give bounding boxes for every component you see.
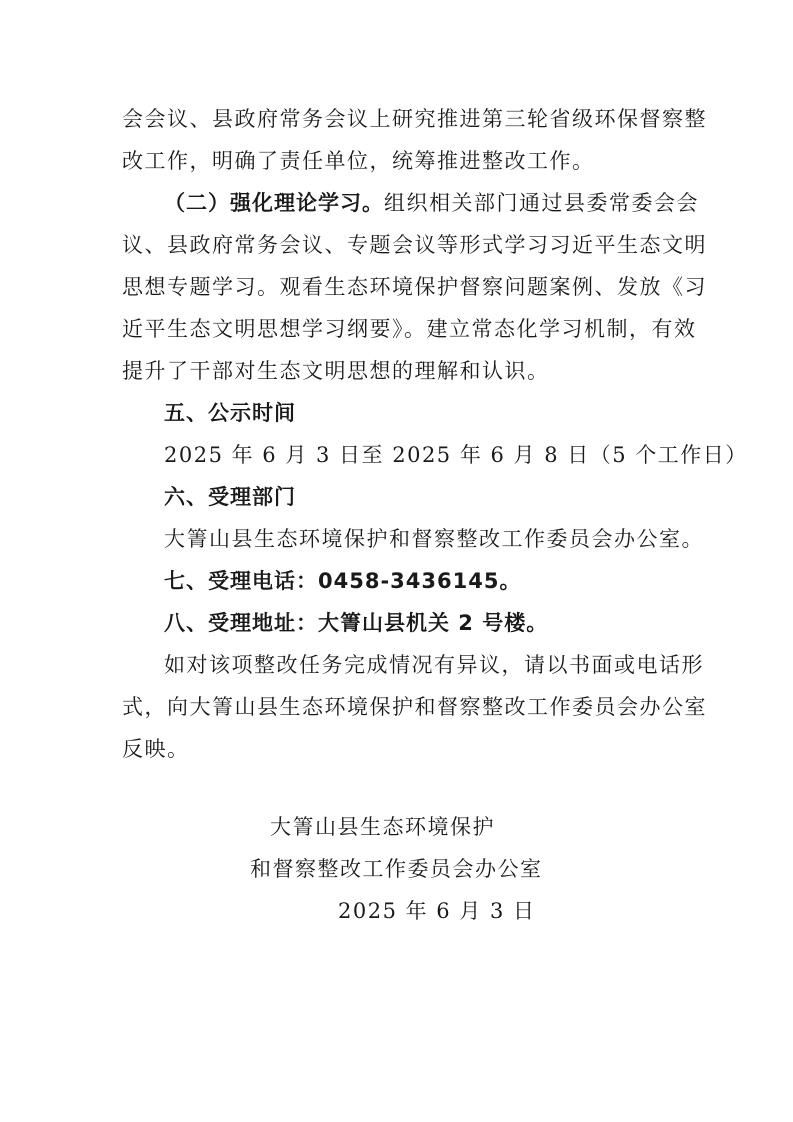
notice-line: 反映。 xyxy=(122,737,190,761)
signature-date: 2025 年 6 月 3 日 xyxy=(338,899,536,923)
section-heading-phone: 七、受理电话：0458-3436145。 xyxy=(164,569,522,593)
paragraph-line xyxy=(164,188,699,218)
paragraph-line: 提升了干部对生态文明思想的理解和认识。 xyxy=(122,359,550,383)
subsection-heading: （二）强化理论学习。 xyxy=(164,191,384,215)
paragraph-line: 思想专题学习。观看生态环境保护督察问题案例、发放《习 xyxy=(122,275,707,299)
notice-line: 如对该项整改任务完成情况有异议，请以书面或电话形 xyxy=(164,653,704,677)
paragraph-line: 近平生态文明思想学习纲要》。建立常态化学习机制，有效 xyxy=(122,317,697,341)
signature-org-line1: 大箐山县生态环境保护 xyxy=(270,815,495,839)
section-heading-time: 五、公示时间 xyxy=(164,401,296,425)
section-heading-address: 八、受理地址：大箐山县机关 2 号楼。 xyxy=(164,611,549,635)
paragraph-line: 会会议、县政府常务会议上研究推进第三轮省级环保督察整 xyxy=(122,107,707,131)
notice-line: 式，向大箐山县生态环境保护和督察整改工作委员会办公室 xyxy=(122,695,707,719)
section-heading-department: 六、受理部门 xyxy=(164,485,296,509)
section-text-department: 大箐山县生态环境保护和督察整改工作委员会办公室。 xyxy=(164,527,704,551)
paragraph-line: 议、县政府常务会议、专题会议等形式学习习近平生态文明 xyxy=(122,233,707,257)
paragraph-line: 改工作，明确了责任单位，统筹推进整改工作。 xyxy=(122,149,595,173)
signature-org-line2: 和督察整改工作委员会办公室 xyxy=(250,857,543,881)
section-text-time: 2025 年 6 月 3 日至 2025 年 6 月 8 日（5 个工作日） xyxy=(164,443,748,467)
paragraph-text: 组织相关部门通过县委常委会会 xyxy=(384,191,699,215)
